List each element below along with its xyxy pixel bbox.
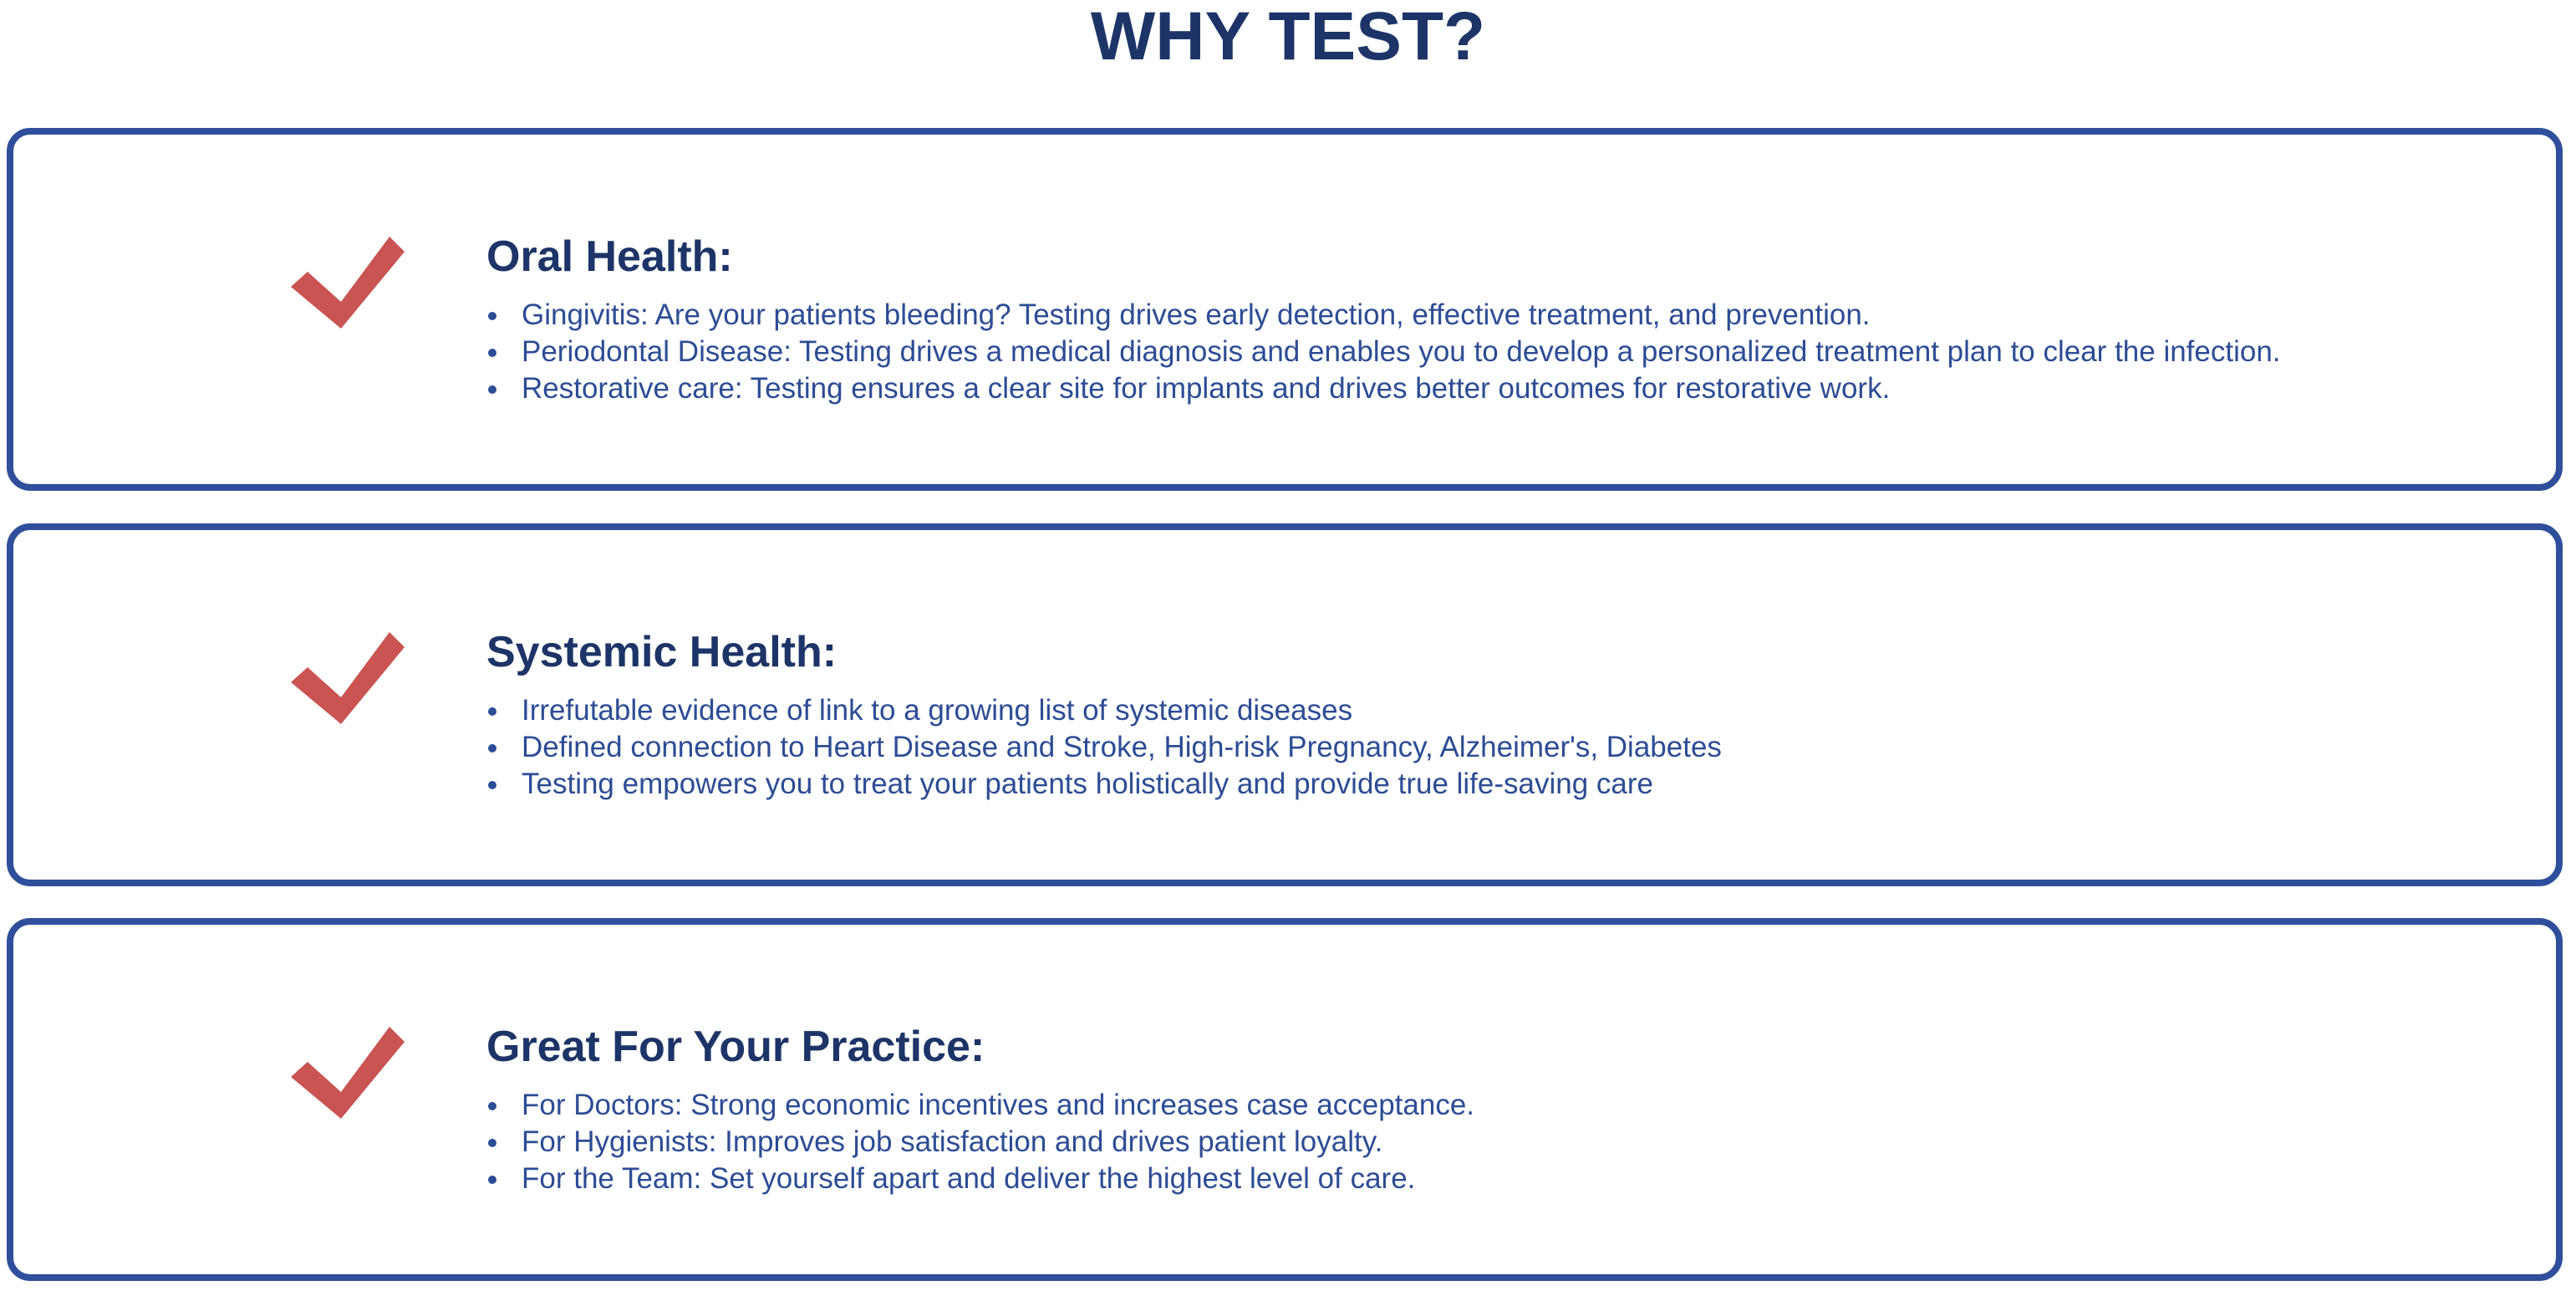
bullet-dot-icon <box>488 312 496 320</box>
bullet-dot-icon <box>488 1139 496 1147</box>
bullet-item <box>486 766 1722 803</box>
check-icon <box>291 237 405 329</box>
bullet-item <box>486 370 2281 407</box>
bullet-text: Periodontal Disease: Testing drives a medical diagnosis and enables you to develop a personalized treatment plan to clear the infection. <box>522 335 2281 368</box>
bullet-item <box>486 729 1722 766</box>
page-title: WHY TEST? <box>1090 0 1486 74</box>
bullet-dot-icon <box>488 349 496 357</box>
bullet-dot-icon <box>488 1102 496 1110</box>
bullet-text: Restorative care: Testing ensures a clear site for implants and drives better outcomes for restorative work. <box>522 372 1891 405</box>
bullet-item <box>486 692 1722 729</box>
bullet-dot-icon <box>488 385 496 394</box>
bullet-dot-icon <box>488 707 496 716</box>
check-icon <box>291 632 405 724</box>
bullet-item <box>486 1124 1474 1161</box>
bullet-text: Gingivitis: Are your patients bleeding? Testing drives early detection, effective treatment, and prevention. <box>522 298 1871 331</box>
card-title: Oral Health: <box>486 232 733 281</box>
bullet-text: For Doctors: Strong economic incentives and increases case acceptance. <box>522 1089 1475 1121</box>
bullet-text: For Hygienists: Improves job satisfaction and drives patient loyalty. <box>522 1125 1383 1158</box>
bullet-list <box>486 297 2281 407</box>
card-great-for-your-practice <box>7 918 2563 1281</box>
bullet-item <box>486 1161 1474 1197</box>
card-title: Great For Your Practice: <box>486 1023 985 1071</box>
bullet-text: Testing empowers you to treat your patients holistically and provide true life-saving care <box>522 768 1654 800</box>
bullet-item <box>486 297 2281 334</box>
card-title: Systemic Health: <box>486 628 837 676</box>
bullet-item <box>486 334 2281 370</box>
bullet-dot-icon <box>488 1176 496 1184</box>
bullet-text: Irrefutable evidence of link to a growing list of systemic diseases <box>522 694 1353 727</box>
bullet-text: For the Team: Set yourself apart and deliver the highest level of care. <box>522 1162 1416 1195</box>
bullet-list <box>486 692 1722 803</box>
bullet-dot-icon <box>488 744 496 752</box>
check-icon <box>291 1027 405 1119</box>
bullet-dot-icon <box>488 781 496 789</box>
card-systemic-health <box>7 523 2563 886</box>
bullet-list <box>486 1087 1474 1197</box>
bullet-text: Defined connection to Heart Disease and Stroke, High-risk Pregnancy, Alzheimer's, Diabetes <box>522 731 1722 763</box>
card-oral-health <box>7 128 2563 491</box>
bullet-item <box>486 1087 1474 1124</box>
